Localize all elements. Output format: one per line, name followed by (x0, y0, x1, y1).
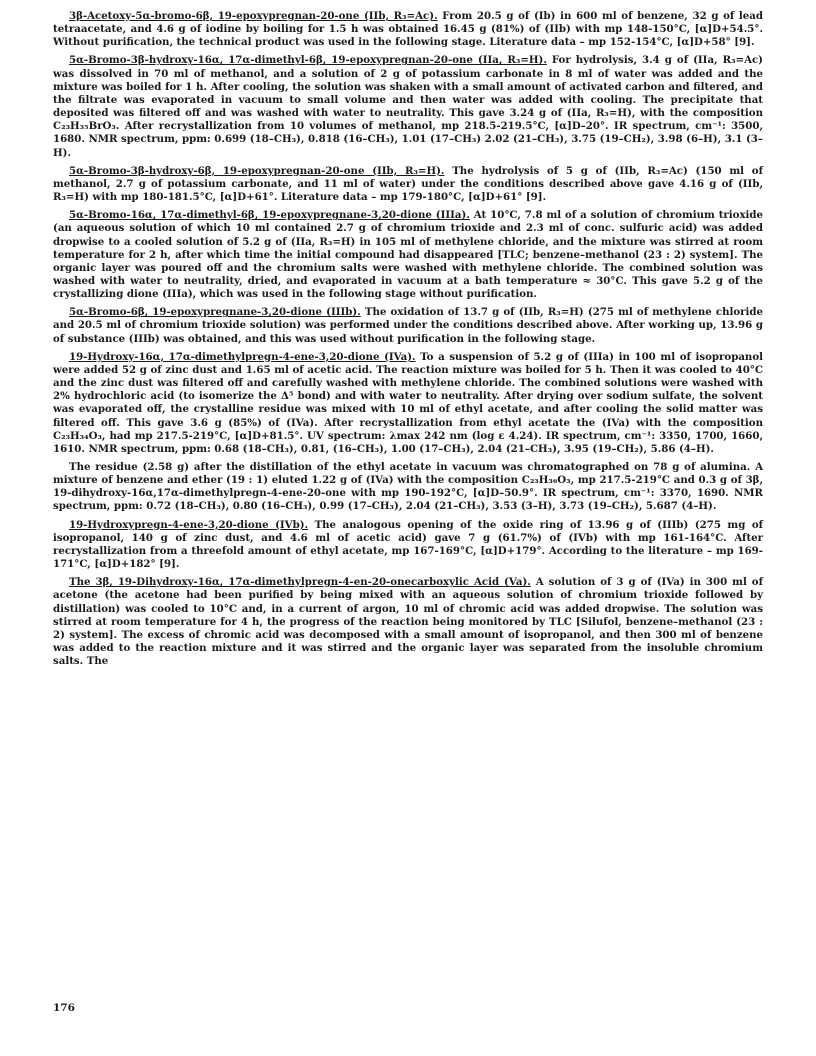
paragraph-text: For hydrolysis, 3.4 g of (IIa, R₃=Ac) was dissolved in 70 ml of methanol, and a solution of 2 g of potassium carbonate in 8 ml of water was added and the mixture was boiled for 1 h. After cooling, the solution was shaken with a small amount of activated carbon and filtered, and the filtrate was evaporated in vacuum to small volume and then water was added with cooling. The precipitate that deposited was filtered off and was washed with water to neutrality. This gave 3.24 g of (IIa, R₃=H), with the composition C₂₃H₃₅BrO₃. After recrystallization from 10 volumes of methanol, mp 218.5-219.5°C, [α]D–20°. IR spectrum, cm⁻¹: 3500, 1680. NMR spectrum, ppm: 0.699 (18–CH₃), 0.818 (16–CH₃), 1.01 (17–CH₃) 2.02 (21–CH₃), 3.75 (19–CH₂), 3.98 (6–H), 3.1 (3–H). (53, 54, 763, 159)
paragraph-text: The residue (2.58 g) after the distillation of the ethyl acetate in vacuum was chromatographed on 78 g of alumina. A mixture of benzene and ether (19 : 1) eluted 1.22 g of (IVa) with the composition C₂₃H₃₆O₃, mp 217.5-219°C and 0.3 g of 3β, 19-dihydroxy-16α,17α-dimethylpregn-4-ene-20-one with mp 190-192°C, [α]D–50.9°. IR spectrum, cm⁻¹: 3370, 1690. NMR spectrum, ppm: 0.72 (18–CH₃), 0.80 (16–CH₃), 0.99 (17–CH₃), 2.04 (21–CH₃), 3.53 (3–H), 3.73 (19–CH₂), 5.687 (4–H). (53, 461, 763, 513)
paragraph-text: From 20.5 g of (Ib) in 600 ml of benzene, 32 g of lead tetraacetate, and 4.6 g of iodine by boiling for 1.5 h was obtained 16.45 g (81%) of (IIb) with mp 148-150°C, [α]D+54.5°. Without purification, the technical product was used in the following stage. Literature data – mp 152-154°C, [α]D+58° [9]. (53, 10, 764, 49)
paragraph-3 (53, 165, 763, 204)
paragraph-text: The analogous opening of the oxide ring of 13.96 g of (IIIb) (275 mg of isopropanol, 140 g of zinc dust, and 4.6 ml of acetic acid) gave 7 g (61.7%) of (IVb) with mp 161-164°C. After recrystallization from a threefold amount of ethyl acetate, mp 167-169°C, [α]D+179°. According to the literature – mp 169-171°C, [α]D+182° [9]. (53, 518, 764, 571)
compound-heading: 5α-Bromo-16α, 17α-dimethyl-6β, 19-epoxypregnane-3,20-dione (IIIa). (69, 209, 470, 222)
paragraph-text: At 10°C, 7.8 ml of a solution of chromium trioxide (an aqueous solution of which 10 ml contained 2.7 g of chromium trioxide and 2.3 ml of conc. sulfuric acid) was added dropwise to a cooled solution of 5.2 g of (IIa, R₃=H) in 105 ml of methylene chloride, and the mixture was stirred at room temperature for 2 h, after which time the initial compound had disappeared [TLC; benzene–methanol (23 : 2) system]. The organic layer was poured off and the chromium salts were washed with methylene chloride. The combined solution was washed with water to neutrality, dried, and evaporated in vacuum at a bath temperature ≈ 30°C. This gave 5.2 g of the crystallizing dione (IIIa), which was used in the following stage without purification. (53, 209, 763, 301)
paragraph-text: To a suspension of 5.2 g of (IIIa) in 100 ml of isopropanol were added 52 g of zinc dust and 1.65 ml of acetic acid. The reaction mixture was boiled for 5 h. Then it was cooled to 40°C and the zinc dust was filtered off and carefully washed with methylene chloride. The combined solutions were washed with 2% hydrochloric acid (to isomerize the Δ⁵ bond) and with water to neutrality. After drying over sodium sulfate, the solvent was evaporated off, the crystalline residue was mixed with 10 ml of ethyl acetate, and after cooling the solid matter was filtered off. This gave 3.6 g (85%) of (IVa). After recrystallization from ethyl acetate the (IVa) with the composition C₂₃H₃₄O₃, had mp 217.5-219°C, [α]D+81.5°. UV spectrum: λmax 242 nm (log ε 4.24). IR spectrum, cm⁻¹: 3350, 1700, 1660, 1610. NMR spectrum, ppm: 0.68 (18–CH₃), 0.81, (16–CH₃), 1.00 (17–CH₃), 2.04 (21–CH₃), 3.95 (19–CH₂), 5.86 (4–H). (53, 350, 764, 455)
compound-heading: 3β-Acetoxy-5α-bromo-6β, 19-epoxypregnan-20-one (IIb, R₃=Ac). (69, 10, 438, 22)
paragraph-text: A solution of 3 g of (IVa) in 300 ml of acetone (the acetone had been purified by being mixed with an aqueous solution of chromium trioxide followed by distillation) was cooled to 10°C and, in a current of argon, 10 ml of chromic acid was added dropwise. The solution was stirred at room temperature for 4 h, the progress of the reaction being monitored by TLC [Silufol, benzene–methanol (23 : 2) system]. The excess of chromic acid was decomposed with a small amount of isopropanol, and then 300 ml of benzene was added to the reaction mixture and it was stirred and the organic layer was separated from the insoluble chromium salts. The (53, 576, 763, 668)
compound-heading: 5α-Bromo-3β-hydroxy-6β, 19-epoxypregnan-20-one (IIb, R₃=H). (69, 164, 445, 177)
page-number: 176 (53, 1002, 75, 1014)
compound-heading: 19-Hydroxypregn-4-ene-3,20-dione (IVb). (69, 518, 309, 531)
compound-heading: The 3β, 19-Dihydroxy-16α, 17α-dimethylpregn-4-en-20-onecarboxylic Acid (Va). (69, 576, 531, 589)
paragraph-7 (53, 461, 763, 514)
compound-heading: 19-Hydroxy-16α, 17α-dimethylpregn-4-ene-3,20-dione (IVa). (69, 350, 416, 363)
compound-heading: 5α-Bromo-3β-hydroxy-16α, 17α-dimethyl-6β, 19-epoxypregnan-20-one (IIa, R₃=H). (69, 54, 547, 67)
paragraph-9 (53, 576, 763, 668)
paragraph-5 (53, 306, 763, 345)
paragraph-1 (53, 10, 763, 49)
paragraph-2 (53, 54, 763, 159)
paragraph-6 (53, 351, 763, 456)
compound-heading: 5α-Bromo-6β, 19-epoxypregnane-3,20-dione (IIIb). (69, 306, 361, 319)
paragraph-text: The oxidation of 13.7 g of (IIb, R₃=H) (275 ml of methylene chloride and 20.5 ml of chromium trioxide solution) was performed under the conditions described above. After working up, 13.96 g of substance (IIIb) was obtained, and this was used without purification in the following stage. (53, 306, 763, 345)
body-text (53, 10, 763, 673)
paragraph-4 (53, 209, 763, 301)
paragraph-text: The hydrolysis of 5 g of (IIb, R₃=Ac) (150 ml of methanol, 2.7 g of potassium carbonate, and 11 ml of water) under the conditions described above gave 4.16 g of (IIb, R₃=H) with mp 180-181.5°C, [α]D+61°. Literature data – mp 179-180°C, [α]D+61° [9]. (53, 164, 763, 204)
paragraph-8 (53, 519, 763, 572)
